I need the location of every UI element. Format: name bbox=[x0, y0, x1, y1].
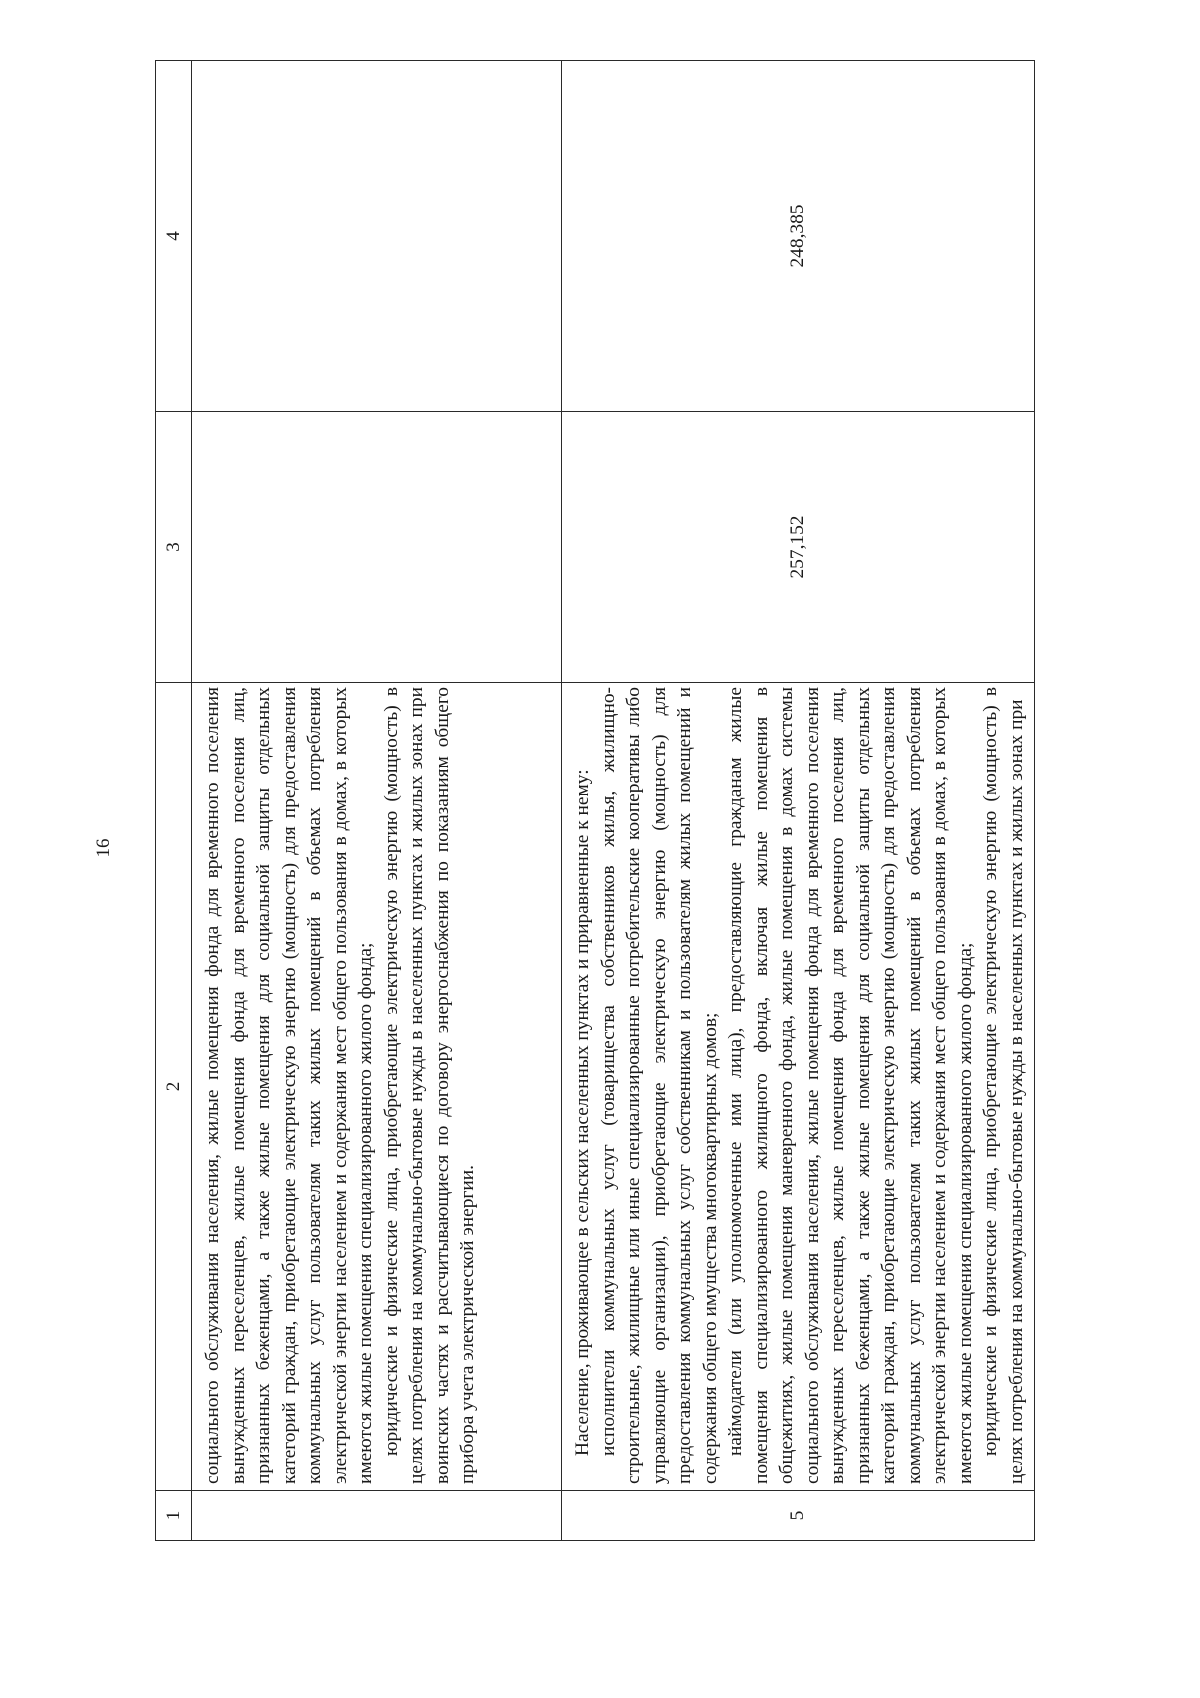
header-col-4: 4 bbox=[156, 61, 192, 412]
header-col-3: 3 bbox=[156, 412, 192, 683]
description-paragraph: исполнители коммунальных услуг (товарищества собственников жилья, жилищно-строительные, жилищные или иные специализированные потребительские кооперативы либо управляющие организации), приобретающие электрическую энергию (мощность) для предоставления коммунальных услуг собственникам и пользователям жилых помещений и содержания общего имущества многоквартирных домов; bbox=[597, 687, 721, 1484]
value-col-3-cell: 257,152 bbox=[562, 412, 1035, 683]
description-paragraph: наймодатели (или уполномоченные ими лица), предоставляющие гражданам жилые помещения специализированного жилищного фонда, включая жилые помещения в общежитиях, жилые помещения маневренного фонда, жилые помещения в домах системы социального обслуживания населения, жилые помещения фонда для временного поселения вынужденных переселенцев, жилые помещения фонда для временного поселения лиц, признанных беженцами, а также жилые помещения для социальной защиты отдельных категорий граждан, приобретающие электрическую энергию (мощность) для предоставления коммунальных услуг пользователям таких жилых помещений в объемах потребления электрической энергии населением и содержания мест общего пользования в домах, в которых имеются жилые помещения специализированного жилого фонда; bbox=[725, 687, 976, 1484]
description-cell bbox=[562, 683, 1035, 1491]
description-cell bbox=[192, 683, 562, 1491]
page-number: 16 bbox=[93, 838, 114, 858]
description-paragraph: социального обслуживания населения, жилые помещения фонда для временного поселения вынужденных переселенцев, жилые помещения фонда для временного поселения лиц, признанных беженцами, а также жилые помещения для социальной защиты отдельных категорий граждан, приобретающие электрическую энергию (мощность) для предоставления коммунальных услуг пользователям таких жилых помещений в объемах потребления электрической энергии населением и содержания мест общего пользования в домах, в которых имеются жилые помещения специализированного жилого фонда; bbox=[202, 687, 376, 1484]
tariff-table bbox=[155, 60, 1035, 1541]
value-col-3-cell bbox=[192, 412, 562, 683]
table-row-continuation bbox=[192, 61, 562, 1541]
description-paragraph: юридические и физические лица, приобретающие электрическую энергию (мощность) в целях потребления на коммунально-бытовые нужды в населенных пунктах и жилых зонах при bbox=[980, 687, 1027, 1484]
table-header-row bbox=[156, 61, 192, 1541]
value-col-4-cell: 248,385 bbox=[562, 61, 1035, 412]
value-col-4-cell bbox=[192, 61, 562, 412]
row-number-cell: 5 bbox=[562, 1491, 1035, 1541]
description-paragraph: Население, проживающее в сельских населенных пунктах и приравненные к нему: bbox=[572, 769, 593, 1456]
row-number-cell bbox=[192, 1491, 562, 1541]
rotated-landscape-page bbox=[155, 65, 1035, 1541]
table-row-5 bbox=[562, 61, 1035, 1541]
header-col-2: 2 bbox=[156, 683, 192, 1491]
description-paragraph: юридические и физические лица, приобретающие электрическую энергию (мощность) в целях потребления на коммунально-бытовые нужды в населенных пунктах и жилых зонах при воинских частях и рассчитывающиеся по договору энергоснабжения по показаниям общего прибора учета электрической энергии. bbox=[380, 687, 478, 1484]
header-col-1: 1 bbox=[156, 1491, 192, 1541]
